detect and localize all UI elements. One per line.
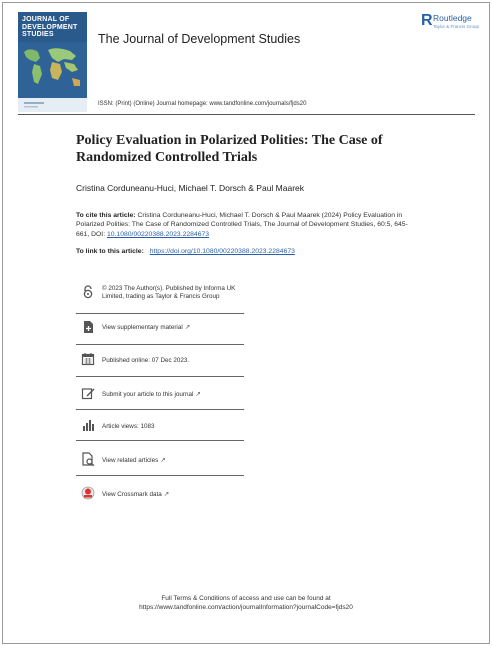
supplementary-file-icon	[81, 320, 95, 334]
publisher-name: Routledge	[433, 13, 472, 23]
journal-title: The Journal of Development Studies	[98, 32, 301, 46]
pencil-edit-icon	[81, 386, 95, 400]
header-divider	[18, 114, 475, 115]
publisher-subtitle: Taylor & Francis Group	[433, 24, 480, 29]
row-divider	[76, 475, 244, 476]
external-link-icon: ↗	[160, 457, 166, 464]
open-access-icon	[81, 285, 95, 299]
row-divider	[76, 409, 244, 410]
external-link-icon: ↗	[195, 391, 201, 398]
issn-homepage-line[interactable]: ISSN: (Print) (Online) Journal homepage: www.tandfonline.com/journals/fjds20	[98, 101, 307, 107]
related-articles-link[interactable]: View related articles	[102, 457, 159, 464]
world-map-icon	[18, 42, 87, 112]
article-views-row	[76, 418, 244, 434]
row-divider	[76, 313, 244, 314]
article-title: Policy Evaluation in Polarized Polities: The Case of Randomized Controlled Trials	[76, 133, 383, 165]
crossmark-icon	[81, 486, 95, 500]
link-label: To link to this article:	[76, 248, 144, 255]
article-authors: Cristina Corduneanu-Huci, Michael T. Dorsch & Paul Maarek	[76, 183, 305, 193]
supplementary-row[interactable]	[76, 320, 244, 336]
bar-chart-icon	[81, 418, 95, 432]
related-articles-row[interactable]	[76, 452, 244, 468]
crossmark-link[interactable]: View Crossmark data	[102, 491, 162, 498]
article-link-block	[76, 248, 295, 255]
license-text: © 2023 The Author(s). Published by Informa UK Limited, trading as Taylor & Francis Group	[102, 285, 236, 300]
citation-block	[76, 211, 416, 239]
row-divider	[76, 344, 244, 345]
calendar-icon	[81, 352, 95, 366]
row-divider	[76, 376, 244, 377]
crossmark-row[interactable]	[76, 486, 244, 502]
journal-cover-image[interactable]	[18, 12, 87, 112]
footer-terms-line: Full Terms & Conditions of access and use can be found at	[161, 595, 331, 602]
routledge-r-icon: R	[421, 12, 433, 29]
external-link-icon: ↗	[184, 324, 191, 331]
footer-terms-url[interactable]: https://www.tandfonline.com/action/journalInformation?journalCode=fjds20	[139, 604, 353, 611]
cite-label: To cite this article:	[76, 212, 136, 219]
related-articles-icon	[81, 452, 95, 466]
cover-title: JOURNAL OF DEVELOPMENT STUDIES	[22, 16, 78, 38]
submit-article-link[interactable]: Submit your article to this journal	[102, 391, 194, 398]
submit-row[interactable]	[76, 386, 244, 402]
external-link-icon: ↗	[163, 491, 170, 498]
cite-text: Cristina Corduneanu-Huci, Michael T. Dorsch & Paul Maarek (2024) Policy Evaluation in Polarized Polities: The Case of Randomized Controlled Trials, The Journal of Development Studies, 60:5, 645-661, DOI:	[76, 212, 408, 238]
license-row[interactable]	[76, 285, 244, 315]
cite-doi-link[interactable]: 10.1080/00220388.2023.2284673	[106, 230, 210, 238]
publisher-logo[interactable]	[421, 12, 483, 32]
supplementary-link[interactable]: View supplementary material	[102, 324, 183, 331]
article-views: Article views: 1083	[102, 423, 155, 430]
published-row	[76, 352, 244, 368]
row-divider	[76, 440, 244, 441]
article-doi-link[interactable]: https://doi.org/10.1080/00220388.2023.2284673	[149, 248, 295, 255]
published-date: Published online: 07 Dec 2023.	[102, 357, 190, 364]
